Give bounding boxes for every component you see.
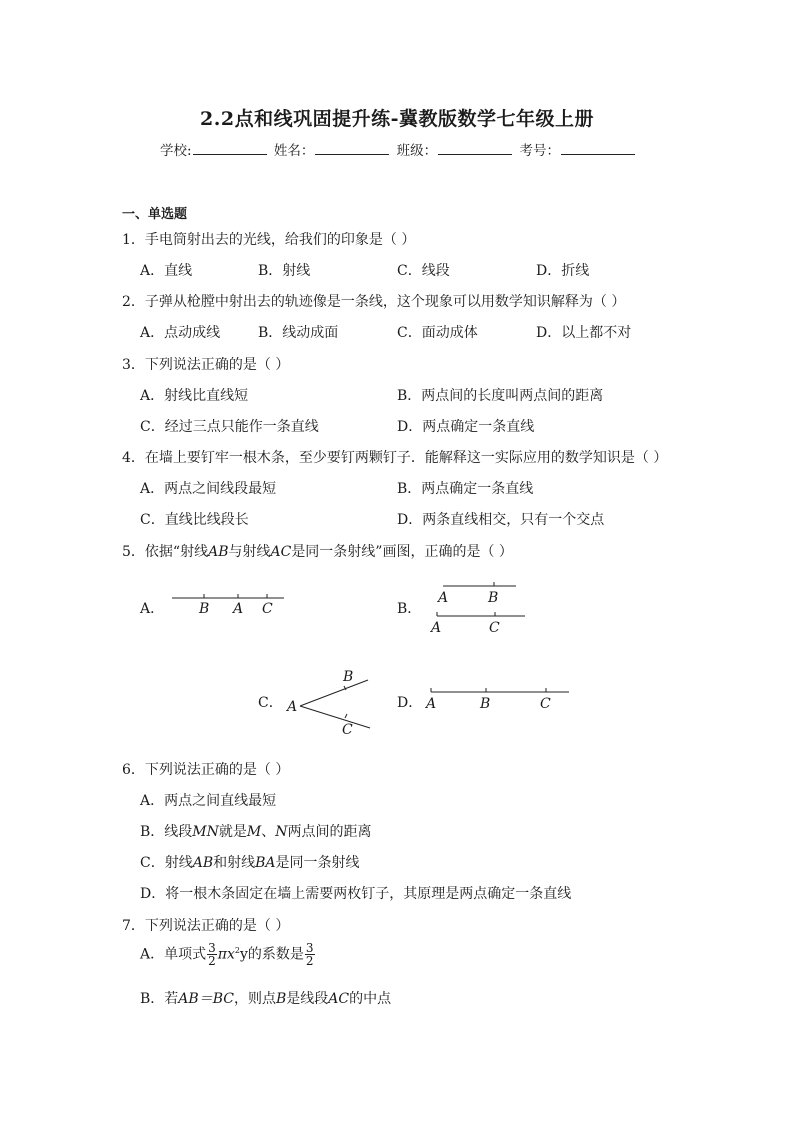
q1-option-d[interactable]: D．折线	[536, 263, 590, 279]
name-blank[interactable]	[315, 142, 389, 155]
label-c: C	[540, 696, 551, 712]
q3-option-b[interactable]: B．两点间的长度叫两点间的距离	[397, 388, 604, 404]
q5-option-d[interactable]: D．	[397, 695, 423, 711]
q6-option-a[interactable]: A．两点之间直线最短	[140, 793, 277, 809]
label-b-top: B	[488, 590, 499, 606]
label-c: C	[342, 722, 353, 738]
label-a-bottom: A	[431, 620, 442, 636]
q6-option-c[interactable]: C．射线AB和射线BA是同一条射线	[140, 855, 360, 871]
q4-option-b[interactable]: B．两点确定一条直线	[397, 481, 534, 497]
q1-option-b[interactable]: B．射线	[258, 263, 311, 279]
q2-option-d[interactable]: D．以上都不对	[536, 325, 632, 341]
q6-stem: 6．下列说法正确的是（ ）	[122, 762, 290, 778]
ray-ab-line	[300, 680, 368, 706]
class-label: 班级：	[396, 143, 438, 159]
q3-stem: 3．下列说法正确的是（ ）	[122, 357, 290, 373]
q2-stem: 2．子弹从枪膛中射出去的轨迹像是一条线，这个现象可以用数学知识解释为（ ）	[122, 294, 626, 310]
q7-stem: 7．下列说法正确的是（ ）	[122, 918, 290, 934]
q2-option-c[interactable]: C．面动成体	[397, 325, 478, 341]
label-a: A	[233, 601, 244, 617]
q4-option-a[interactable]: A．两点之间线段最短	[140, 481, 277, 497]
label-c-bottom: C	[489, 620, 500, 636]
q5-figure-d	[426, 682, 576, 712]
label-b: B	[199, 601, 210, 617]
ray-ac-line	[300, 706, 370, 728]
q4-option-c[interactable]: C．直线比线段长	[140, 512, 249, 528]
student-info-row	[160, 139, 640, 159]
label-a-top: A	[438, 590, 449, 606]
q4-option-d[interactable]: D．两条直线相交，只有一个交点	[397, 512, 605, 528]
q5-option-b[interactable]: B．	[397, 601, 422, 617]
class-blank[interactable]	[438, 142, 512, 155]
label-c: C	[262, 601, 273, 617]
number-blank[interactable]	[561, 142, 635, 155]
fraction-answer: $\frac{3}{2}$	[305, 941, 314, 968]
fraction: $\frac{3}{2}$	[208, 941, 216, 968]
q1-stem: 1．手电筒射出去的光线，给我们的印象是（ ）	[122, 232, 416, 248]
q1-option-a[interactable]: A．直线	[140, 263, 193, 279]
page-title: 2.2点和线巩固提升练-冀教版数学七年级上册	[200, 108, 594, 130]
q3-option-d[interactable]: D．两点确定一条直线	[397, 419, 535, 435]
q5-figure-b	[428, 578, 538, 638]
label-a: A	[287, 699, 298, 715]
number-label: 考号：	[519, 143, 560, 159]
school-label: 学校:	[160, 143, 192, 159]
label-b: B	[480, 696, 491, 712]
q2-option-a[interactable]: A．点动成线	[140, 325, 221, 341]
q7-option-a[interactable]: A．单项式 $\frac{3}{2}$ $\pi x^2y$的系数是 $\frac{3}{2}$	[140, 941, 314, 968]
q7-option-b[interactable]: B．若AB＝BC，则点B是线段AC的中点	[140, 991, 392, 1007]
school-blank[interactable]	[193, 142, 267, 155]
tick-c	[345, 714, 347, 718]
label-a: A	[426, 696, 437, 712]
q3-option-a[interactable]: A．射线比直线短	[140, 388, 249, 404]
q5-stem: 5．依据“射线AB与射线AC是同一条射线”画图，正确的是（ ）	[122, 544, 513, 560]
q5-figure-a	[170, 588, 290, 618]
q5-option-a[interactable]: A．	[140, 601, 165, 617]
q5-option-c[interactable]: C．	[258, 695, 283, 711]
q6-option-d[interactable]: D．将一根木条固定在墙上需要两枚钉子，其原理是两点确定一条直线	[140, 886, 572, 902]
q4-stem: 4．在墙上要钉牢一根木条，至少要钉两颗钉子．能解释这一实际应用的数学知识是（ ）	[122, 450, 668, 466]
label-b: B	[343, 669, 354, 685]
name-label: 姓名：	[273, 143, 315, 159]
q6-option-b[interactable]: B．线段MN就是M、N两点间的距离	[140, 824, 372, 840]
q5-figure-c	[284, 668, 384, 740]
q3-option-c[interactable]: C．经过三点只能作一条直线	[140, 419, 319, 435]
q2-option-b[interactable]: B．线动成面	[258, 325, 339, 341]
section-heading: 一、单选题	[122, 207, 188, 222]
q1-option-c[interactable]: C．线段	[397, 263, 450, 279]
